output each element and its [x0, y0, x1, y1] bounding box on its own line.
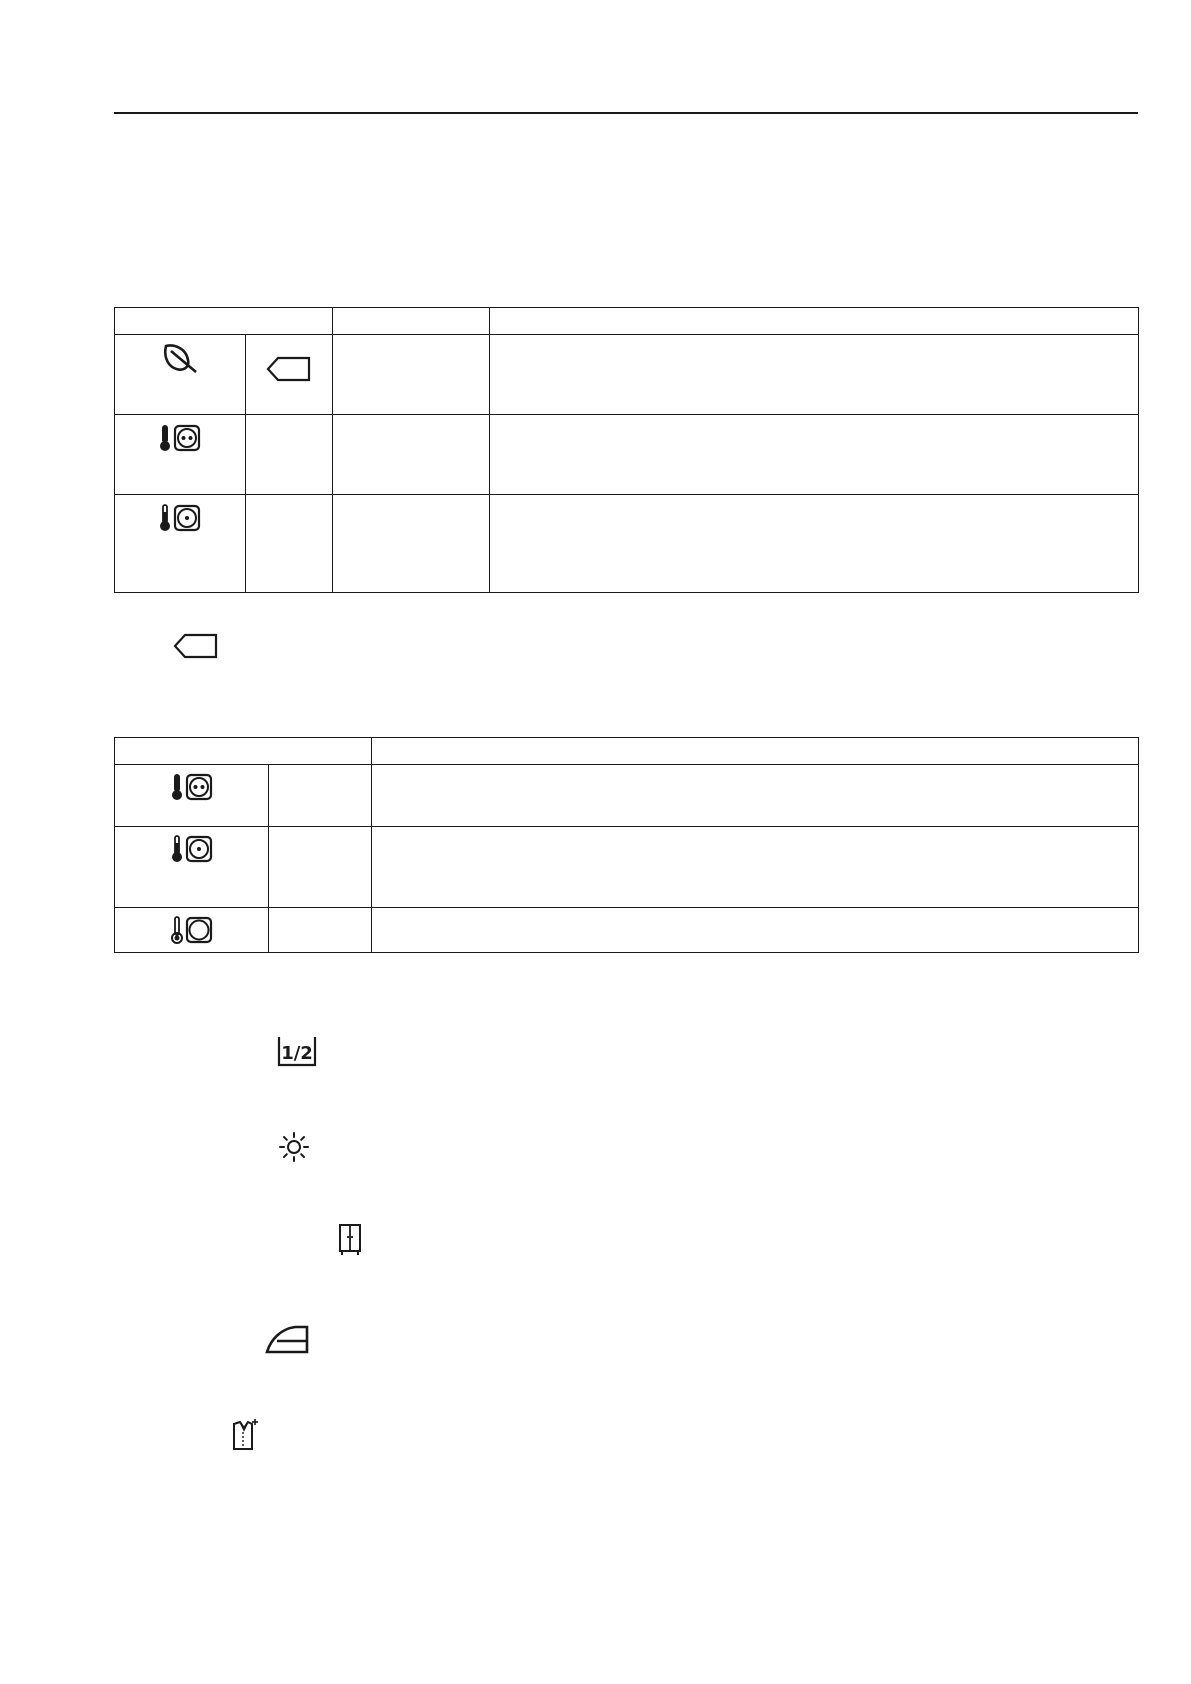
shirt-plus-icon [230, 1418, 260, 1452]
table-row [115, 415, 1139, 495]
table-row [115, 335, 1139, 415]
program-table [114, 307, 1139, 593]
program-table-header-cell [333, 308, 490, 335]
table-cell [372, 908, 1139, 953]
label-tag-icon [173, 632, 219, 660]
table-row [115, 495, 1139, 593]
table-cell [490, 335, 1139, 415]
program-table-header [115, 308, 1139, 335]
table-cell [115, 765, 269, 827]
table-cell [269, 827, 372, 908]
program-table-header-cell [115, 308, 333, 335]
table-cell [115, 827, 269, 908]
table-row [115, 765, 1139, 827]
table-row [115, 827, 1139, 908]
dryness-table [114, 737, 1139, 953]
table-cell [490, 495, 1139, 593]
table-cell [333, 495, 490, 593]
eco-leaf-icon [160, 342, 200, 374]
table-cell [115, 335, 246, 415]
iron-icon [265, 1321, 311, 1355]
top-rule [114, 112, 1138, 114]
dryness-table-header-cell [372, 738, 1139, 765]
table-cell [115, 415, 246, 495]
wardrobe-icon [337, 1223, 363, 1257]
table-row [115, 908, 1139, 953]
table-cell [246, 335, 333, 415]
label-tag-icon [266, 355, 312, 383]
table-cell [269, 908, 372, 953]
table-cell [372, 827, 1139, 908]
table-cell [246, 495, 333, 593]
table-cell [490, 415, 1139, 495]
half-load-icon [277, 1035, 317, 1069]
table-cell [269, 765, 372, 827]
thermometer-extra-dry-icon [159, 424, 201, 452]
dryness-table-header [115, 738, 1139, 765]
thermometer-cupboard-dry-icon [159, 504, 201, 532]
half-load-label: 1/2 [281, 1043, 313, 1064]
table-cell [372, 765, 1139, 827]
table-cell [333, 335, 490, 415]
thermometer-extra-dry-icon [171, 773, 213, 801]
sun-icon [278, 1131, 310, 1163]
thermometer-cupboard-dry-icon [171, 835, 213, 863]
table-cell [115, 908, 269, 953]
table-cell [246, 415, 333, 495]
table-cell [333, 415, 490, 495]
thermometer-iron-dry-icon [171, 916, 213, 944]
dryness-table-header-cell [115, 738, 372, 765]
table-cell [115, 495, 246, 593]
program-table-header-cell [490, 308, 1139, 335]
